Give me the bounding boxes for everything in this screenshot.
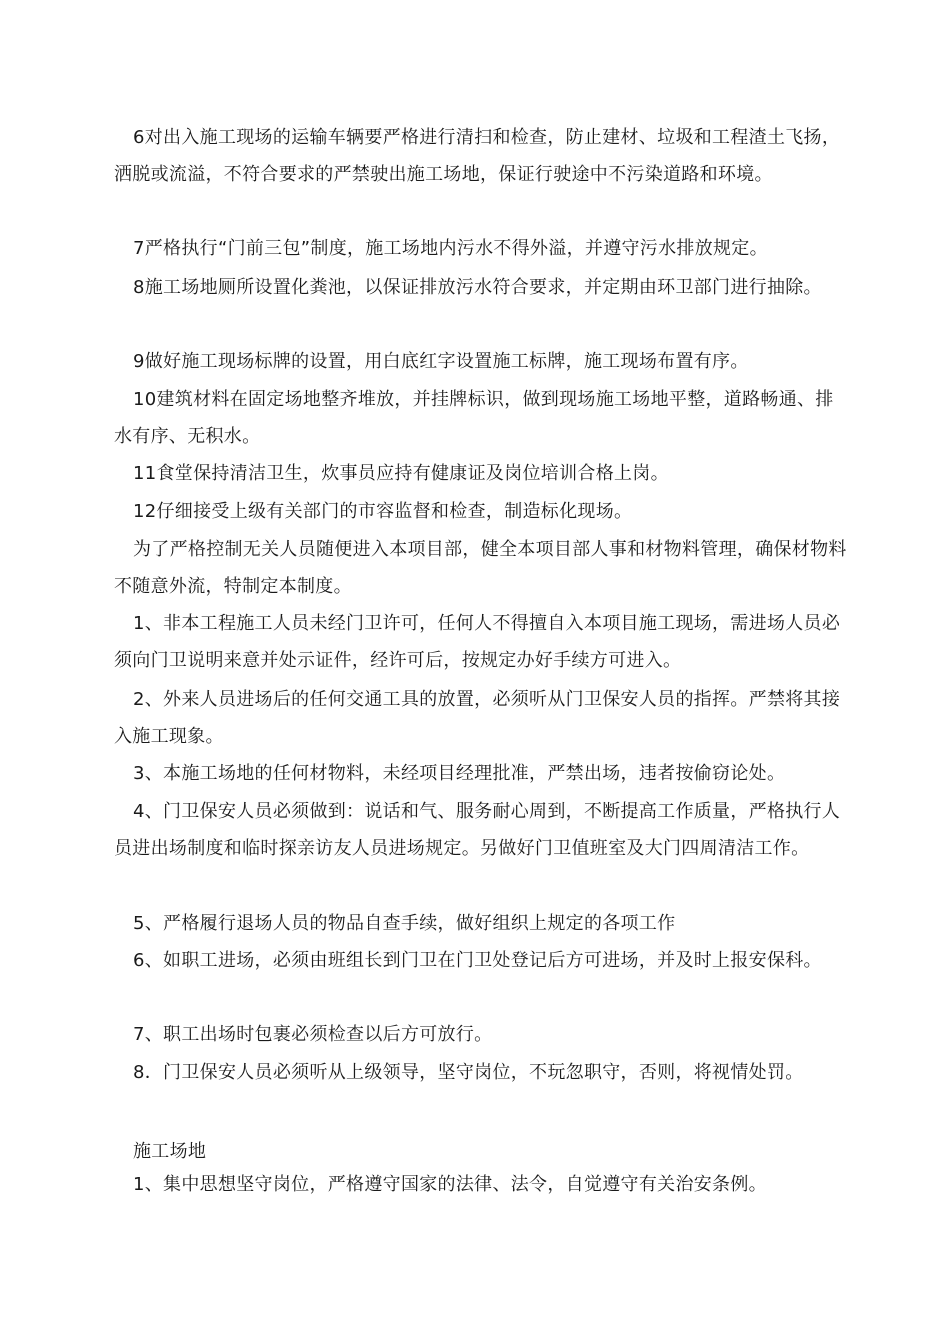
paragraph-item-3: 3、本施工场地的任何材物料，未经项目经理批准，严禁出场，违者按偷窃论处。 — [133, 763, 786, 784]
paragraph-rule-12: 12仔细接受上级有关部门的市容监督和检查，制造标化现场。 — [133, 501, 633, 522]
paragraph-item-4: 4、门卫保安人员必须做到：说话和气、服务耐心周到，不断提高工作质量，严格执行人员进出场制度和临时探亲访友人员进场规定。另做好门卫值班室及大门四周清洁工作。 — [114, 801, 841, 859]
paragraph-item-5: 5、严格履行退场人员的物品自查手续，做好组织上规定的各项工作 — [133, 913, 676, 934]
section-heading: 施工场地 — [133, 1141, 207, 1162]
paragraph-intro: 为了严格控制无关人员随便进入本项目部，健全本项目部人事和材物料管理，确保材物料不随意外流，特制定本制度。 — [114, 539, 847, 597]
paragraph-item-6: 6、如职工进场，必须由班组长到门卫在门卫处登记后方可进场，并及时上报安保科。 — [133, 950, 822, 971]
paragraph-item-8: 8．门卫保安人员必须听从上级领导，坚守岗位，不玩忽职守，否则，将视情处罚。 — [133, 1062, 804, 1083]
paragraph-site-item-1: 1、集中思想坚守岗位，严格遵守国家的法律、法令，自觉遵守有关治安条例。 — [133, 1174, 767, 1195]
paragraph-item-2: 2、外来人员进场后的任何交通工具的放置，必须听从门卫保安人员的指挥。严禁将其接入施工现象。 — [114, 689, 841, 747]
paragraph-rule-9: 9做好施工现场标牌的设置，用白底红字设置施工标牌，施工现场布置有序。 — [133, 351, 749, 372]
paragraph-rule-7: 7严格执行“门前三包”制度，施工场地内污水不得外溢，并遵守污水排放规定。 — [133, 238, 768, 259]
paragraph-item-7: 7、职工出场时包裹必须检查以后方可放行。 — [133, 1024, 493, 1045]
paragraph-rule-10: 10建筑材料在固定场地整齐堆放，并挂牌标识，做到现场施工场地平整，道路畅通、排水有序、无积水。 — [114, 389, 834, 447]
paragraph-rule-11: 11食堂保持清洁卫生，炊事员应持有健康证及岗位培训合格上岗。 — [133, 463, 669, 484]
paragraph-rule-8: 8施工场地厕所设置化粪池，以保证排放污水符合要求，并定期由环卫部门进行抽除。 — [133, 277, 822, 298]
paragraph-item-1: 1、非本工程施工人员未经门卫许可，任何人不得擅自入本项目施工现场，需进场人员必须向门卫说明来意并处示证件，经许可后，按规定办好手续方可进入。 — [114, 613, 841, 671]
paragraph-rule-6: 6对出入施工现场的运输车辆要严格进行清扫和检查，防止建材、垃圾和工程渣土飞扬，洒脱或流溢，不符合要求的严禁驶出施工场地，保证行驶途中不污染道路和环境。 — [114, 127, 841, 185]
